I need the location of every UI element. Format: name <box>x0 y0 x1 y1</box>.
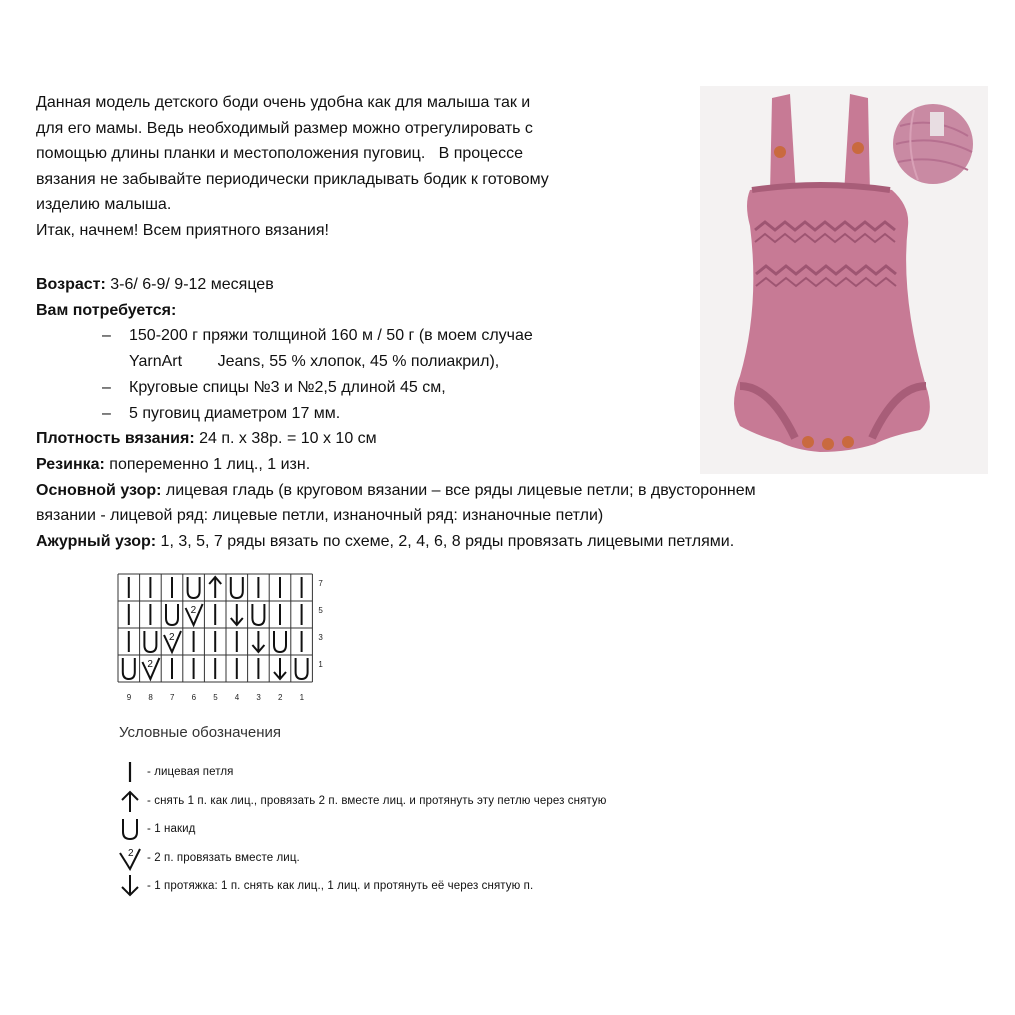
column-number: 4 <box>234 693 240 700</box>
row-number: 3 <box>318 633 323 642</box>
yarn-over-mark <box>144 631 156 652</box>
main-pattern-label: Основной узор: <box>36 481 162 499</box>
legend-text: - 2 п. провязать вместе лиц. <box>147 851 300 864</box>
k2tog-number: 2 <box>190 605 197 616</box>
age-value: 3-6/ 6-9/ 9-12 месяцев <box>105 276 274 293</box>
age-row <box>36 272 966 298</box>
rib-label: Резинка: <box>36 455 105 473</box>
rib-row <box>36 452 966 478</box>
column-number: 1 <box>299 693 305 700</box>
intro-line: для его мамы. Ведь необходимый размер можно отрегулировать с <box>36 119 533 137</box>
dash: – <box>102 327 111 345</box>
legend-text: - 1 накид <box>147 823 196 836</box>
lace-pattern-label: Ажурный узор: <box>36 533 157 551</box>
column-number: 5 <box>213 693 218 700</box>
k2tog-number: 2 <box>147 659 153 670</box>
yarn-over-mark <box>166 604 178 625</box>
legend-text: - лицевая петля <box>147 766 234 779</box>
up-arrow-icon <box>117 788 143 814</box>
row-number: 7 <box>318 579 323 588</box>
age-label: Возраст: <box>36 276 106 293</box>
k2tog-icon <box>117 845 143 871</box>
button-icon <box>852 142 864 154</box>
lace-pattern-row <box>36 529 966 555</box>
density-value: 24 п. х 38р. = 10 х 10 см <box>194 430 377 448</box>
yarn-over-mark <box>123 658 135 679</box>
intro-line: Итак, начнем! Всем приятного вязания! <box>36 221 329 239</box>
row-number: 1 <box>318 660 323 669</box>
yarn-over-mark <box>296 658 308 679</box>
column-number: 7 <box>170 693 175 700</box>
main-pattern-row <box>36 478 966 504</box>
legend-item <box>117 844 817 873</box>
lace-pattern-value: 1, 3, 5, 7 ряды вязать по схеме, 2, 4, 6, 8 ряды провязать лицевыми петлями. <box>156 533 735 551</box>
k2tog-number: 2 <box>169 632 175 643</box>
yarn-over-icon <box>117 816 143 842</box>
density-row <box>36 426 966 452</box>
density-label: Плотность вязания: <box>36 430 195 448</box>
yarn-over-mark <box>231 577 243 598</box>
yarn-over-mark <box>252 604 264 625</box>
need-row <box>36 298 966 324</box>
legend-text: - 1 протяжка: 1 п. снять как лиц., 1 лиц. и протянуть её через снятую п. <box>147 880 534 893</box>
lace-chart <box>114 570 344 700</box>
yarn-over-mark <box>274 631 286 652</box>
legend-item <box>117 872 817 901</box>
dash: – <box>102 404 111 422</box>
button-icon <box>774 146 786 158</box>
intro-paragraph <box>36 90 686 243</box>
row-number: 5 <box>318 606 323 615</box>
intro-line: изделию малыша. <box>36 196 172 213</box>
yarn-ball <box>893 104 973 184</box>
specs-block <box>36 272 966 555</box>
legend-text: - снять 1 п. как лиц., провязать 2 п. вместе лиц. и протянуть эту петлю через снятую <box>147 794 607 807</box>
legend-item <box>117 787 817 816</box>
column-number: 8 <box>148 693 153 700</box>
legend <box>117 758 817 901</box>
yarn-over-mark <box>188 577 200 598</box>
legend-title: Условные обозначения <box>119 724 282 741</box>
list-item <box>36 375 966 401</box>
legend-item <box>117 815 817 844</box>
column-number: 9 <box>126 693 132 700</box>
dash: – <box>102 378 111 396</box>
knit-stitch-icon <box>117 759 143 785</box>
legend-item <box>117 758 817 787</box>
intro-line: Данная модель детского боди очень удобна как для малыша так и <box>36 94 531 111</box>
need-label: Вам потребуется: <box>36 301 177 319</box>
column-number: 3 <box>256 693 261 700</box>
list-item-text: 5 пуговиц диаметром 17 мм. <box>129 404 341 422</box>
svg-text:2: 2 <box>128 847 134 859</box>
intro-line: помощью длины планки и местоположения пуговиц. В процессе <box>36 145 523 162</box>
rib-value: попеременно 1 лиц., 1 изн. <box>104 455 311 473</box>
column-number: 2 <box>278 693 283 700</box>
list-item-text: Круговые спицы №3 и №2,5 длиной 45 см, <box>129 378 446 396</box>
list-item-text: 150-200 г пряжи толщиной 160 м / 50 г (в моем случае <box>129 327 533 345</box>
column-number: 6 <box>191 693 197 700</box>
intro-line: вязания не забывайте периодически прикладывать бодик к готовому <box>36 170 549 188</box>
list-item <box>36 323 966 349</box>
down-arrow-icon <box>117 873 143 899</box>
list-item <box>36 401 966 427</box>
main-pattern-value: лицевая гладь (в круговом вязании – все ряды лицевые петли; в двустороннем <box>161 481 756 499</box>
main-pattern-continuation: вязании - лицевой ряд: лицевые петли, изнаночный ряд: изнаночные петли) <box>36 507 604 525</box>
list-item-continuation: YarnArt Jeans, 55 % хлопок, 45 % полиакрил), <box>129 353 500 371</box>
